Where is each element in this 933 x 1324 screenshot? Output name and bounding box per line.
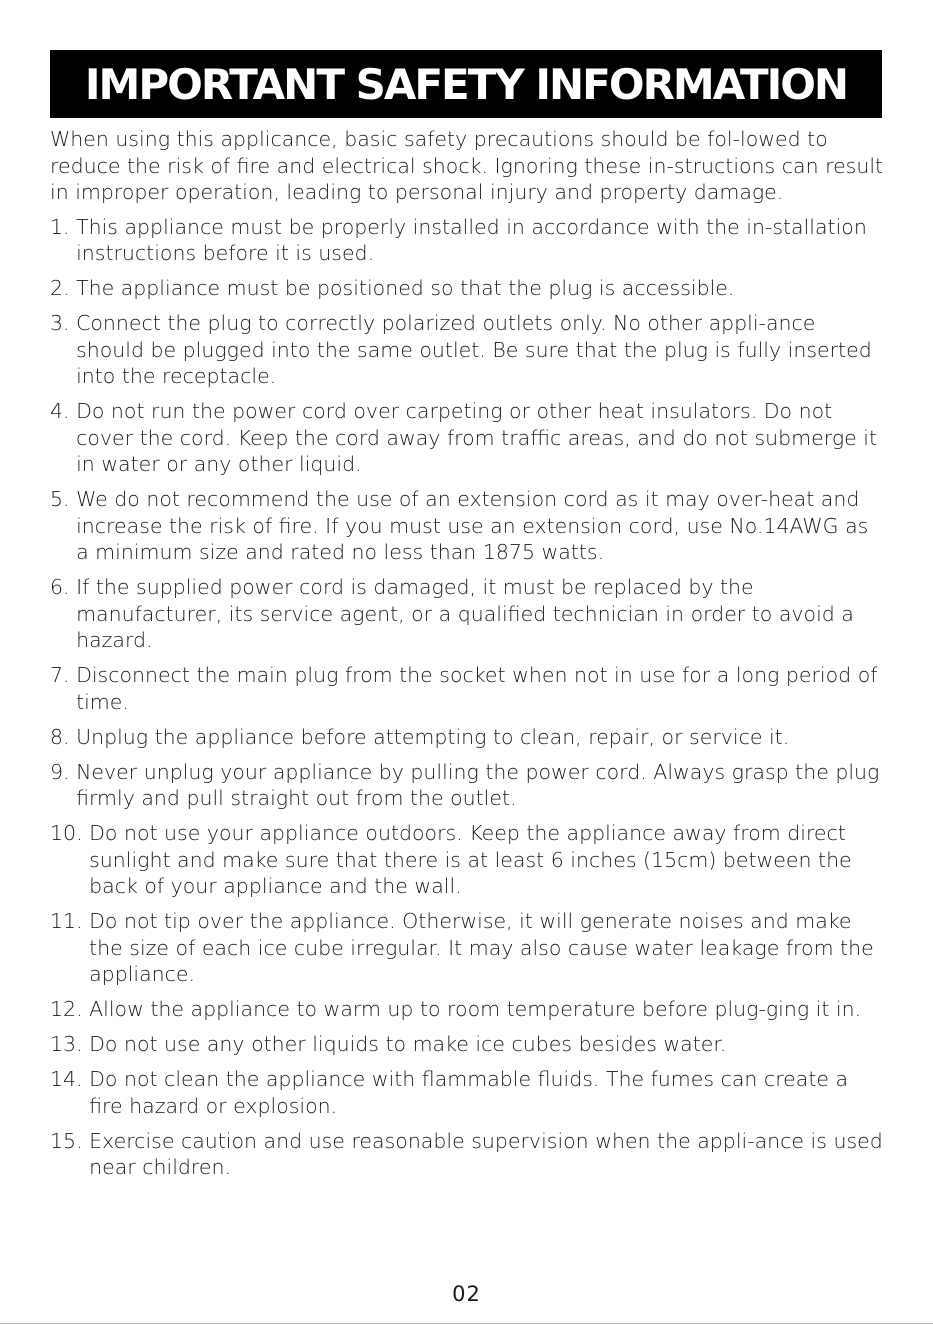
item-text: Never unplug your appliance by pulling the power cord. Always grasp the plug firmly and pull straight out from the outlet. — [76, 759, 880, 810]
item-text: Unplug the appliance before attempting to clean, repair, or service it. — [76, 724, 790, 749]
item-text: Do not use your appliance outdoors. Keep the appliance away from direct sunlight and make sure that there is at least 6 inches (15cm) between the back of your appliance and the wall. — [89, 821, 852, 898]
list-item — [50, 214, 884, 267]
item-text: Do not tip over the appliance. Otherwise, it will generate noises and make the size of each ice cube irregular. It may also cause water leakage from the appliance. — [89, 909, 874, 986]
item-number: 15. — [50, 1128, 90, 1153]
item-number: 10. — [50, 821, 90, 845]
list-item — [50, 820, 884, 900]
list-item — [50, 486, 884, 566]
item-text: We do not recommend the use of an extension cord as it may over-heat and increase the risk of fire. If you must use an extension cord, use No.14AWG as a minimum size and rated no less than 1875 watts. — [76, 487, 869, 564]
item-text: Do not use any other liquids to make ice cubes besides water. — [89, 1032, 727, 1056]
list-item — [50, 759, 884, 812]
item-text: Connect the plug to correctly polarized outlets only. No other appli-ance should be plugged into the same outlet. Be sure that the plug is fully inserted into the receptacle. — [76, 311, 872, 388]
item-text: The appliance must be positioned so that the plug is accessible. — [76, 276, 735, 300]
list-item — [50, 908, 884, 988]
item-number: 7. — [50, 663, 77, 687]
list-item — [50, 310, 884, 390]
item-text: Do not run the power cord over carpeting or other heat insulators. Do not cover the cord. Keep the cord away from traffic areas, and do not submerge it in water or any other liquid. — [76, 399, 877, 476]
item-text: If the supplied power cord is damaged, it must be replaced by the manufacturer, its service agent, or a qualified technician in order to avoid a hazard. — [76, 575, 854, 652]
item-text: Disconnect the main plug from the socket when not in use for a long period of time. — [76, 663, 878, 714]
list-item — [50, 1031, 884, 1058]
intro-paragraph: When using this applicance, basic safety precautions should be fol-lowed to reduce the risk of fire and electrical shock. Ignoring these in-structions can result in improper operation, leading to personal injury and property damage. — [50, 127, 884, 204]
list-item — [50, 1128, 884, 1181]
title-banner — [50, 50, 882, 118]
item-number: 8. — [50, 724, 77, 749]
list-item — [50, 398, 884, 478]
item-number: 11. — [50, 909, 90, 933]
item-text: Do not clean the appliance with flammable fluids. The fumes can create a fire hazard or explosion. — [89, 1067, 849, 1118]
item-number: 6. — [50, 575, 77, 599]
item-number: 12. — [50, 997, 90, 1021]
item-number: 3. — [50, 311, 77, 335]
item-number: 9. — [50, 759, 77, 784]
item-number: 1. — [50, 214, 77, 239]
item-number: 13. — [50, 1032, 90, 1056]
safety-list — [50, 214, 884, 1181]
item-text: Allow the appliance to warm up to room temperature before plug-ging it in. — [89, 997, 862, 1021]
page-title: IMPORTANT SAFETY INFORMATION — [84, 59, 848, 109]
item-number: 2. — [50, 276, 77, 300]
list-item — [50, 1066, 884, 1119]
list-item — [50, 275, 884, 302]
safety-content — [50, 126, 884, 1189]
item-text: Exercise caution and use reasonable supervision when the appli-ance is used near children. — [89, 1128, 883, 1179]
list-item — [50, 724, 884, 751]
page-number: 02 — [452, 1282, 481, 1306]
list-item — [50, 996, 884, 1023]
item-number: 4. — [50, 399, 77, 423]
list-item — [50, 574, 884, 654]
item-number: 14. — [50, 1067, 90, 1091]
list-item — [50, 662, 884, 715]
item-text: This appliance must be properly installed in accordance with the in-stallation instructions before it is used. — [76, 214, 867, 265]
item-number: 5. — [50, 487, 77, 511]
